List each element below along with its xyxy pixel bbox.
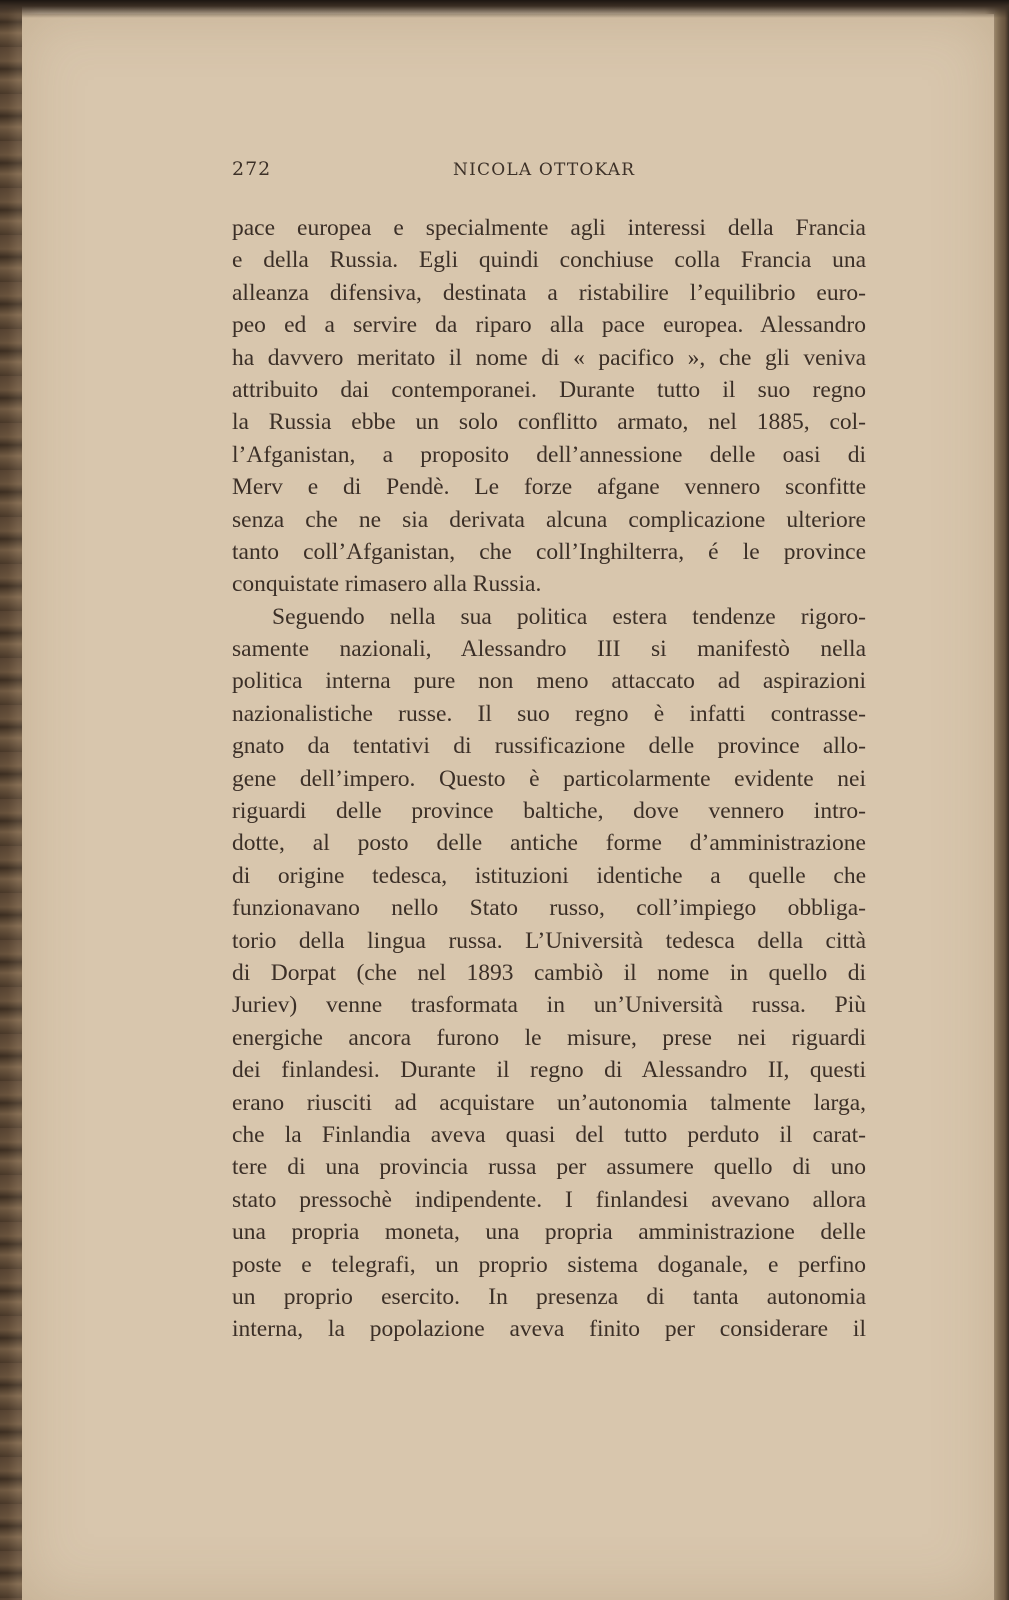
text-line: samente nazionali, Alessandro III si manifestò nella xyxy=(232,636,866,663)
page-number: 272 xyxy=(232,158,272,180)
text-line: pace europea e specialmente agli interessi della Francia xyxy=(232,215,866,241)
book-binding-edge xyxy=(0,0,22,1600)
top-edge-shadow xyxy=(0,0,1009,18)
text-line: Merv e di Pendè. Le forze afgane vennero sconfitte xyxy=(232,474,866,501)
text-line: alleanza difensiva, destinata a ristabilire l’equilibrio euro- xyxy=(232,279,866,306)
text-line: attribuito dai contemporanei. Durante tutto il suo regno xyxy=(232,376,866,403)
text-line: tanto coll’Afganistan, che coll’Inghilterra, é le province xyxy=(232,538,866,565)
text-line: funzionavano nello Stato russo, coll’impiego obbliga- xyxy=(232,895,866,922)
text-line: la Russia ebbe un solo conflitto armato, nel 1885, col- xyxy=(232,409,866,436)
text-line: Seguendo nella sua politica estera tendenze rigoro- xyxy=(272,603,866,630)
text-line: gene dell’impero. Questo è particolarmente evidente nei xyxy=(232,765,866,792)
text-line: riguardi delle province baltiche, dove vennero intro- xyxy=(232,798,866,825)
text-line: dotte, al posto delle antiche forme d’amministrazione xyxy=(232,830,866,857)
text-line: torio della lingua russa. L’Università tedesca della città xyxy=(232,927,866,954)
text-line: di Dorpat (che nel 1893 cambiò il nome in quello di xyxy=(232,959,866,986)
page-right-edge xyxy=(995,0,1009,1600)
text-line: nazionalistiche russe. Il suo regno è infatti contrasse- xyxy=(232,700,866,727)
paragraph-2 xyxy=(232,601,866,1346)
text-line: senza che ne sia derivata alcuna complicazione ulteriore xyxy=(232,506,866,533)
text-line: politica interna pure non meno attaccato ad aspirazioni xyxy=(232,668,866,695)
text-line: erano riusciti ad acquistare un’autonomia talmente larga, xyxy=(232,1089,866,1116)
text-line: stato pressochè indipendente. I finlandesi avevano allora xyxy=(232,1186,866,1213)
text-line: poste e telegrafi, un proprio sistema doganale, e perfino xyxy=(232,1251,866,1278)
paragraph-1 xyxy=(232,212,866,601)
text-line: conquistate rimasero alla Russia. xyxy=(232,571,542,598)
text-line: che la Finlandia aveva quasi del tutto perduto il carat- xyxy=(232,1121,866,1148)
text-line: tere di una provincia russa per assumere quello di uno xyxy=(232,1154,866,1181)
text-line: ha davvero meritato il nome di « pacifico », che gli veniva xyxy=(232,344,866,371)
running-head-author: NICOLA OTTOKAR xyxy=(453,160,636,180)
text-line: energiche ancora furono le misure, prese nei riguardi xyxy=(232,1024,866,1051)
text-line: e della Russia. Egli quindi conchiuse colla Francia una xyxy=(232,247,866,274)
text-line: peo ed a servire da riparo alla pace europea. Alessandro xyxy=(232,312,866,339)
text-line: gnato da tentativi di russificazione delle province allo- xyxy=(232,733,866,760)
text-line: l’Afganistan, a proposito dell’annessione delle oasi di xyxy=(232,441,866,468)
text-line: dei finlandesi. Durante il regno di Alessandro II, questi xyxy=(232,1057,866,1084)
text-line: di origine tedesca, istituzioni identiche a quelle che xyxy=(232,862,866,889)
text-line: un proprio esercito. In presenza di tanta autonomia xyxy=(232,1283,866,1310)
text-line: interna, la popolazione aveva finito per considerare il xyxy=(232,1316,866,1343)
body-text xyxy=(232,212,866,1346)
text-line: una propria moneta, una propria amministrazione delle xyxy=(232,1219,866,1246)
page-header xyxy=(232,158,864,188)
text-line: Juriev) venne trasformata in un’Università russa. Più xyxy=(232,992,866,1019)
